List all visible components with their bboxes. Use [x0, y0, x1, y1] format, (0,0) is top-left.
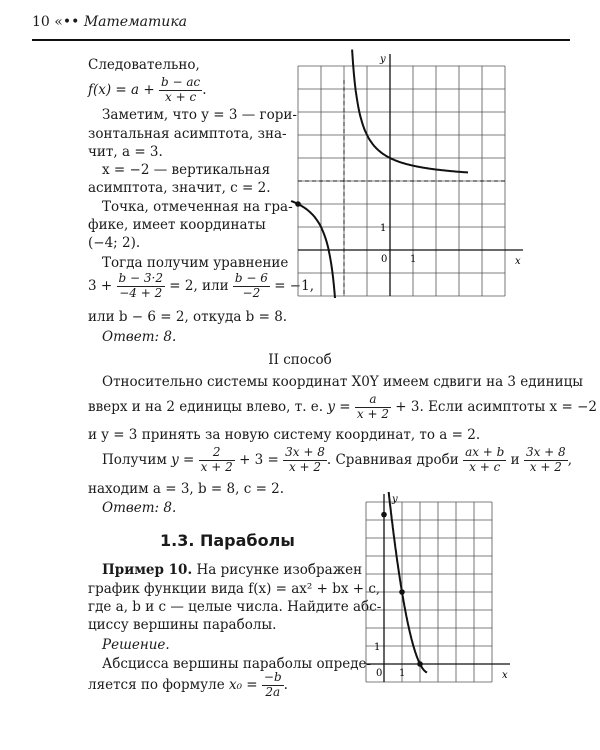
- point-y-intercept: [381, 512, 387, 518]
- text-line: фике, имеет координаты: [88, 217, 266, 233]
- text-line: или b − 6 = 2, откуда b = 8.: [88, 309, 288, 325]
- answer: Ответ: 8.: [102, 500, 177, 516]
- equation-line: Получим y = $\frac{2}{x + 2}$ + 3 = $\frac{3x + 8}{x + 2}$ . Сравнивая дроби $\frac{ax + b}{x + c}$ и $\frac{3x + 8}{x + 2}$ ,: [102, 445, 572, 474]
- page-header: [32, 14, 187, 30]
- fraction: $\frac{-b}{2a}$: [263, 670, 282, 699]
- origin-label: 0: [381, 254, 388, 265]
- text-line: Точка, отмеченная на гра-: [102, 199, 293, 215]
- text-line: где a, b и c — целые числа. Найдите абс-: [88, 599, 382, 615]
- unit-x-label: 1: [399, 668, 406, 679]
- answer: Ответ: 8.: [102, 329, 177, 345]
- point-1-4: [399, 589, 405, 595]
- equation-line: 3 + $\frac{b - 3\cdot 2}{-4 + 2}$ = 2, или $\frac{b - 6}{-2}$ = −1,: [88, 271, 314, 300]
- fraction: $\frac{b - 3\cdot 2}{-4 + 2}$: [118, 271, 163, 300]
- text-line: Следовательно,: [88, 57, 200, 73]
- unit-x-label: 1: [410, 254, 417, 265]
- method-title: II способ: [268, 352, 332, 368]
- y-axis-label: y: [392, 494, 398, 505]
- section-title: Математика: [83, 14, 188, 30]
- equation-line: вверх и на 2 единицы влево, т. е. y = $\frac{a}{x + 2}$ + 3. Если асимптоты x = −2: [88, 392, 597, 421]
- fraction: $\frac{3x + 8}{x + 2}$: [285, 445, 325, 474]
- text-line: (−4; 2).: [88, 235, 141, 251]
- origin-label: 0: [376, 668, 383, 679]
- header-marker: «••: [54, 14, 80, 30]
- parabola-curve: [383, 492, 427, 673]
- header-rule: [32, 39, 570, 41]
- formula-f: f(x) = a + $\frac{b - ac}{x + c}$ .: [88, 75, 207, 104]
- fraction: $\frac{ax + b}{x + c}$: [465, 445, 505, 474]
- solution-label: Решение.: [102, 637, 170, 653]
- text-line: зонтальная асимптота, зна-: [88, 126, 287, 142]
- text-line: график функции вида f(x) = ax² + bx + c,: [88, 581, 381, 597]
- marked-point: [295, 201, 301, 207]
- text-line: и y = 3 принять за новую систему координат, то a = 2.: [88, 427, 481, 443]
- example-label: Пример 10.: [102, 562, 193, 578]
- unit-y-label: 1: [380, 223, 387, 234]
- text-line: чит, a = 3.: [88, 144, 163, 160]
- unit-y-label: 1: [374, 642, 381, 653]
- hyperbola-branch-right: [352, 50, 468, 173]
- section-heading: 1.3. Параболы: [160, 531, 295, 550]
- x-axis-label: x: [502, 670, 508, 681]
- fraction: $\frac{a}{x + 2}$: [356, 392, 389, 421]
- x-axis-label: x: [515, 256, 521, 267]
- text-line: циссу вершины параболы.: [88, 617, 277, 633]
- y-axis-label: y: [380, 54, 386, 65]
- grid: [366, 502, 492, 682]
- text-line: Абсцисса вершины параболы опреде-: [102, 656, 372, 672]
- page-number: 10: [32, 14, 50, 30]
- text-line: x = −2 — вертикальная: [102, 162, 271, 178]
- text-line: Относительно системы координат X0Y имеем сдвиги на 3 единицы: [102, 374, 584, 390]
- text-line: асимптота, значит, c = 2.: [88, 180, 271, 196]
- fraction: $\frac{3x + 8}{x + 2}$: [525, 445, 566, 474]
- fraction: $\frac{2}{x + 2}$: [200, 445, 233, 474]
- equation-line: ляется по формуле x₀ = $\frac{-b}{2a}$ .: [88, 670, 288, 699]
- parabola-graph: [350, 492, 530, 692]
- point-2-0: [417, 661, 423, 667]
- fraction: $\frac{b - ac}{x + c}$: [161, 75, 201, 104]
- text-line: Заметим, что y = 3 — гори-: [102, 107, 297, 123]
- text-line: находим a = 3, b = 8, c = 2.: [88, 481, 285, 497]
- text-line: Тогда получим уравнение: [102, 255, 289, 271]
- fraction: $\frac{b - 6}{-2}$: [234, 271, 268, 300]
- example-line: Пример 10. На рисунке изображен: [102, 562, 363, 578]
- hyperbola-graph: [290, 48, 525, 298]
